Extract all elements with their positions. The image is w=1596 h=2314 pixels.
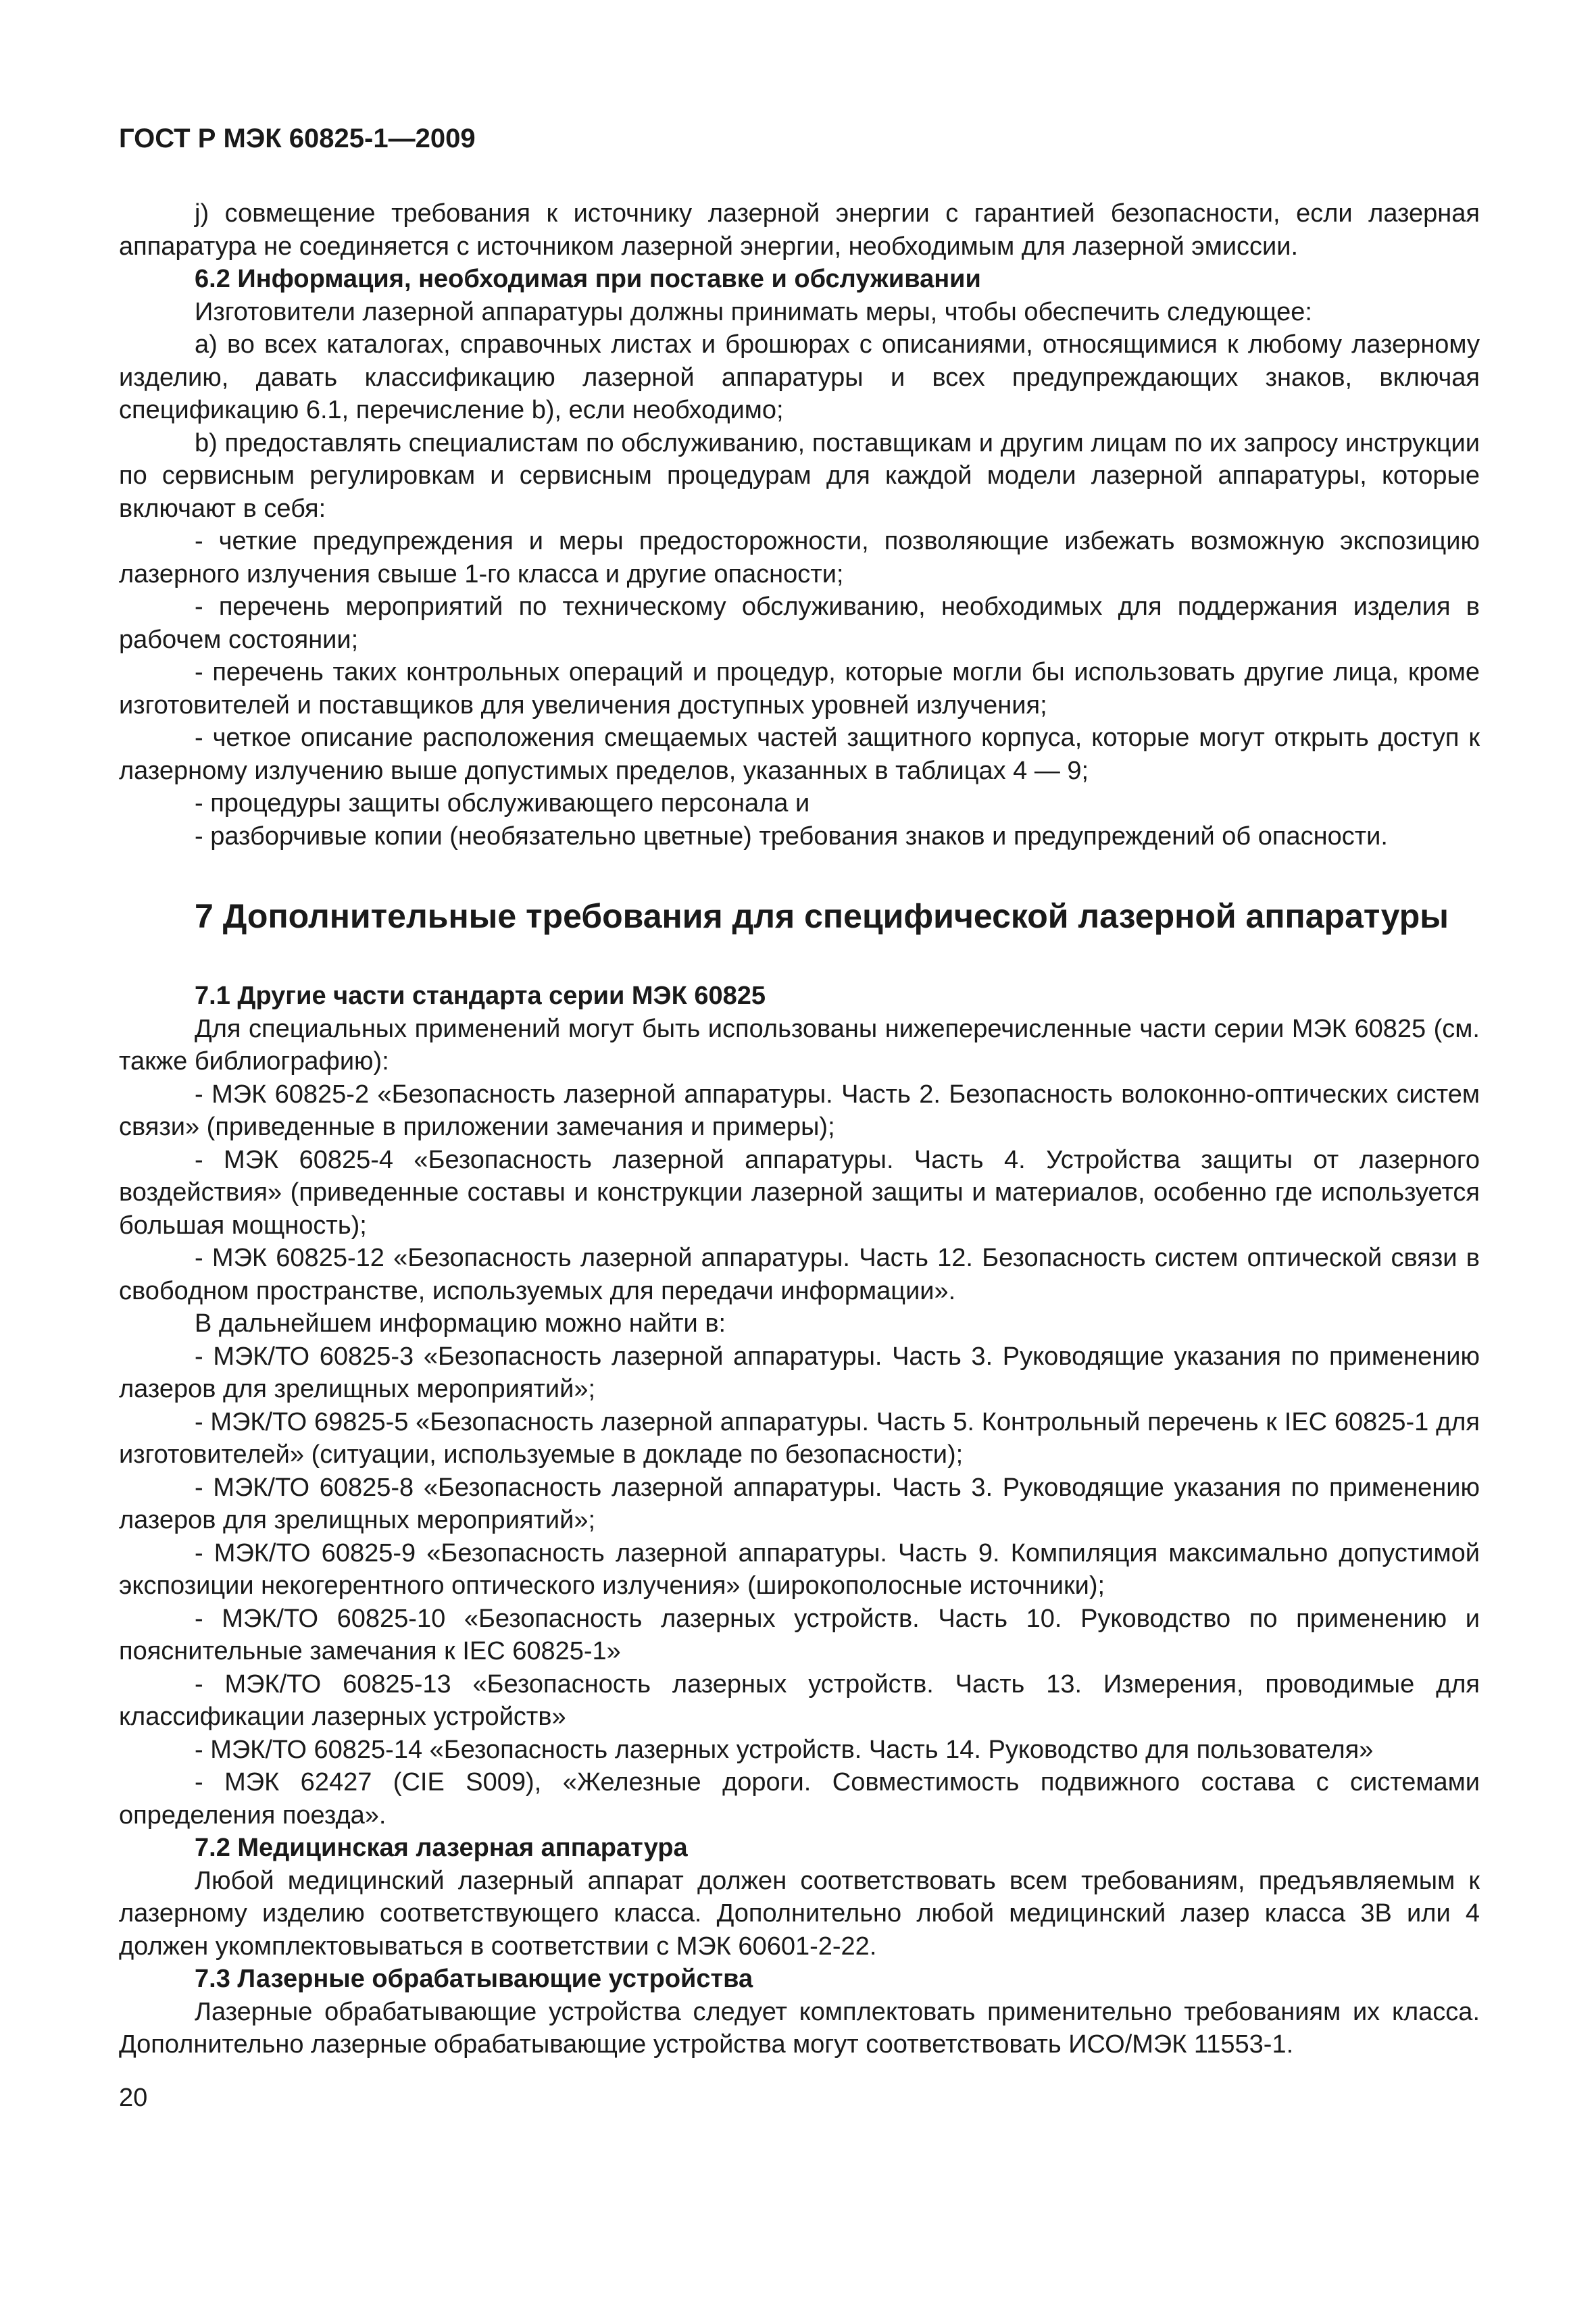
subsection-heading-7-3: 7.3 Лазерные обрабатывающие устройства [195, 1965, 753, 1993]
paragraph: В дальнейшем информацию можно найти в: [195, 1309, 726, 1338]
subsection-heading-7-2: 7.2 Медицинская лазерная аппаратура [195, 1834, 688, 1862]
paragraph: Изготовители лазерной аппаратуры должны принимать меры, чтобы обеспечить следующее: [195, 297, 1312, 326]
list-item: - МЭК/ТО 60825-10 «Безопасность лазерных устройств. Часть 10. Руководство по применению и пояснительные замечания к IEC 60825-1» [119, 1604, 1480, 1665]
list-item: - МЭК 60825-4 «Безопасность лазерной аппаратуры. Часть 4. Устройства защиты от лазерного воздействия» (приведенные составы и конструкции лазерной защиты и материалов, особенно где используется большая мощность); [119, 1145, 1480, 1240]
list-item: - МЭК/ТО 60825-8 «Безопасность лазерной аппаратуры. Часть 3. Руководящие указания по применению лазеров для зрелищных мероприятий»; [119, 1473, 1480, 1534]
section-heading-7: 7 Дополнительные требования для специфической лазерной аппаратуры [195, 897, 1449, 935]
list-item: - перечень мероприятий по техническому обслуживанию, необходимых для поддержания изделия в рабочем состоянии; [119, 593, 1480, 654]
list-item: - МЭК/ТО 60825-14 «Безопасность лазерных устройств. Часть 14. Руководство для пользователя» [195, 1735, 1374, 1764]
document-page [119, 122, 1480, 2114]
list-item: - МЭК 62427 (CIE S009), «Железные дороги. Совместимость подвижного состава с системами определения поезда». [119, 1768, 1480, 1830]
paragraph: Лазерные обрабатывающие устройства следует комплектовать применительно требованиям их класса. Дополнительно лазерные обрабатывающие устройства могут соответствовать ИСО/МЭК 11553-1. [119, 1997, 1480, 2059]
list-item: - МЭК/ТО 69825-5 «Безопасность лазерной аппаратуры. Часть 5. Контрольный перечень к IEC 60825-1 для изготовителей» (ситуации, используемые в докладе по безопасности); [119, 1407, 1480, 1469]
page-number: 20 [119, 2083, 148, 2112]
list-item: - разборчивые копии (необязательно цветные) требования знаков и предупреждений об опасности. [195, 822, 1388, 851]
paragraph: j) совмещение требования к источнику лазерной энергии с гарантией безопасности, если лазерная аппаратура не соединяется с источником лазерной энергии, необходимым для лазерной эмиссии. [119, 199, 1480, 261]
list-item: - четкое описание расположения смещаемых частей защитного корпуса, которые могут открыть доступ к лазерному излучению выше допустимых пределов, указанных в таблицах 4 — 9; [119, 724, 1480, 785]
paragraph: Для специальных применений могут быть использованы нижеперечисленные части серии МЭК 60825 (см. также библиографию): [119, 1014, 1480, 1076]
subsection-heading-6-2: 6.2 Информация, необходимая при поставке и обслуживании [195, 265, 981, 293]
list-item: - перечень таких контрольных операций и процедур, которые могли бы использовать другие лица, кроме изготовителей и поставщиков для увеличения доступных уровней излучения; [119, 658, 1480, 720]
paragraph: b) предоставлять специалистам по обслуживанию, поставщикам и другим лицам по их запросу инструкции по сервисным регулировкам и сервисным процедурам для каждой модели лазерной аппаратуры, которые включают в себя: [119, 428, 1480, 523]
list-item: - четкие предупреждения и меры предосторожности, позволяющие избежать возможную экспозицию лазерного излучения свыше 1-го класса и другие опасности; [119, 527, 1480, 588]
list-item: - МЭК 60825-12 «Безопасность лазерной аппаратуры. Часть 12. Безопасность систем оптической связи в свободном пространстве, используемых для передачи информации». [119, 1244, 1480, 1305]
subsection-heading-7-1: 7.1 Другие части стандарта серии МЭК 60825 [195, 982, 766, 1010]
list-item: - МЭК 60825-2 «Безопасность лазерной аппаратуры. Часть 2. Безопасность волоконно-оптических систем связи» (приведенные в приложении замечания и примеры); [119, 1080, 1480, 1141]
document-header: ГОСТ Р МЭК 60825-1—2009 [119, 124, 476, 153]
list-item: - процедуры защиты обслуживающего персонала и [195, 789, 810, 818]
list-item: - МЭК/ТО 60825-13 «Безопасность лазерных устройств. Часть 13. Измерения, проводимые для классификации лазерных устройств» [119, 1669, 1480, 1731]
paragraph: а) во всех каталогах, справочных листах и брошюрах с описаниями, относящимися к любому лазерному изделию, давать классификацию лазерной аппаратуры и всех предупреждающих знаков, включая спецификацию 6.1, перечисление b), если необходимо; [119, 330, 1480, 424]
list-item: - МЭК/ТО 60825-3 «Безопасность лазерной аппаратуры. Часть 3. Руководящие указания по применению лазеров для зрелищных мероприятий»; [119, 1342, 1480, 1403]
list-item: - МЭК/ТО 60825-9 «Безопасность лазерной аппаратуры. Часть 9. Компиляция максимально допустимой экспозиции некогерентного оптического излучения» (широкополосные источники); [119, 1538, 1480, 1600]
paragraph: Любой медицинский лазерный аппарат должен соответствовать всем требованиям, предъявляемым к лазерному изделию соответствующего класса. Дополнительно любой медицинский лазер класса 3В или 4 должен укомплектовываться в соответствии с МЭК 60601-2-22. [119, 1866, 1480, 1961]
